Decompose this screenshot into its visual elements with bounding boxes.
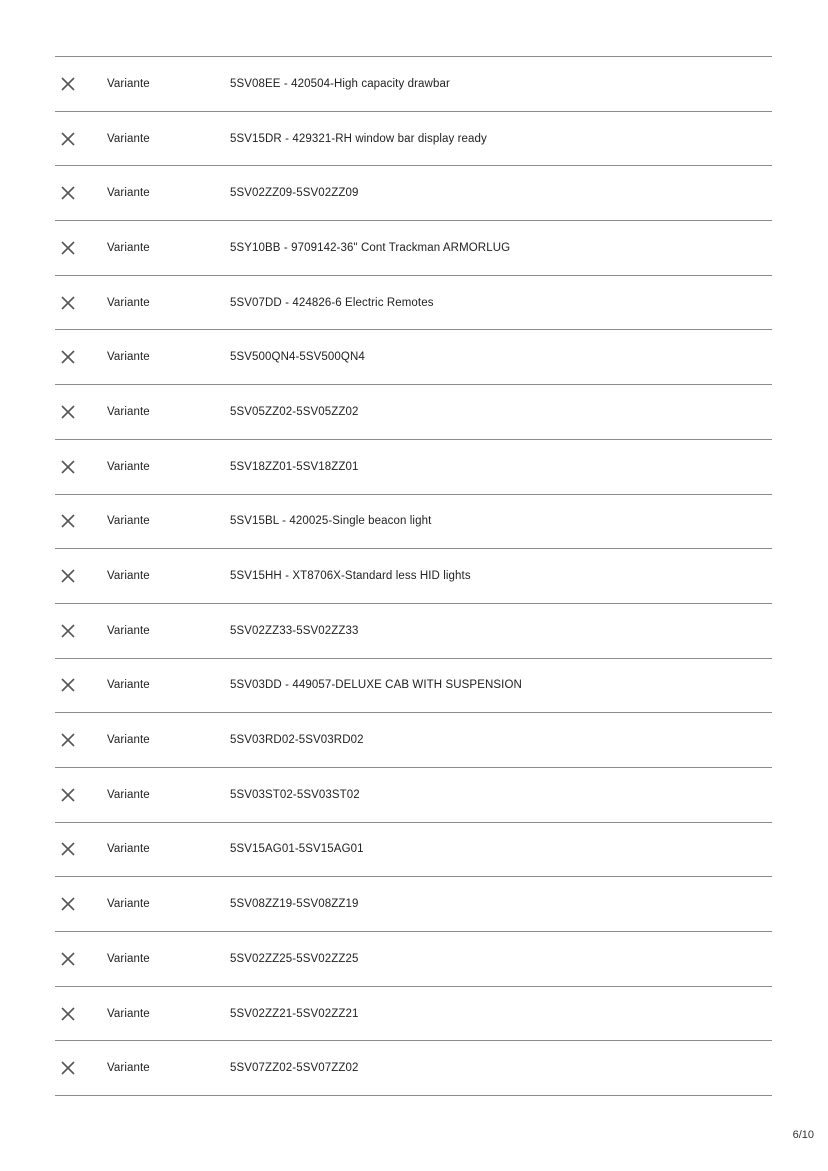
row-value: 5SV02ZZ25-5SV02ZZ25	[230, 952, 359, 965]
table-row	[55, 440, 772, 495]
table-row	[55, 112, 772, 167]
row-value: 5SV15DR - 429321-RH window bar display ready	[230, 132, 487, 145]
row-value: 5SV02ZZ21-5SV02ZZ21	[230, 1007, 359, 1020]
close-icon	[61, 624, 75, 638]
row-value: 5SV15AG01-5SV15AG01	[230, 843, 364, 856]
table-row	[55, 57, 772, 112]
table-row	[55, 713, 772, 768]
row-value: 5SV02ZZ09-5SV02ZZ09	[230, 187, 359, 200]
close-icon	[61, 132, 75, 146]
row-label: Variante	[107, 570, 150, 583]
row-label: Variante	[107, 788, 150, 801]
row-label: Variante	[107, 1007, 150, 1020]
row-label: Variante	[107, 952, 150, 965]
row-label: Variante	[107, 241, 150, 254]
row-label: Variante	[107, 843, 150, 856]
row-label: Variante	[107, 515, 150, 528]
table-row	[55, 604, 772, 659]
close-icon	[61, 514, 75, 528]
table-row	[55, 495, 772, 550]
row-value: 5SV18ZZ01-5SV18ZZ01	[230, 460, 359, 473]
row-value: 5SV15BL - 420025-Single beacon light	[230, 515, 432, 528]
table-row	[55, 385, 772, 440]
close-icon	[61, 350, 75, 364]
table-row	[55, 823, 772, 878]
table-row	[55, 330, 772, 385]
row-value: 5SV05ZZ02-5SV05ZZ02	[230, 405, 359, 418]
row-value: 5SV08EE - 420504-High capacity drawbar	[230, 77, 450, 90]
close-icon	[61, 1061, 75, 1075]
row-label: Variante	[107, 898, 150, 911]
close-icon	[61, 460, 75, 474]
close-icon	[61, 77, 75, 91]
row-label: Variante	[107, 351, 150, 364]
row-value: 5SV03ST02-5SV03ST02	[230, 788, 360, 801]
close-icon	[61, 897, 75, 911]
table-row	[55, 932, 772, 987]
close-icon	[61, 241, 75, 255]
table-row	[55, 768, 772, 823]
table-row	[55, 276, 772, 331]
row-label: Variante	[107, 460, 150, 473]
row-value: 5SV15HH - XT8706X-Standard less HID lights	[230, 570, 471, 583]
row-value: 5SV07DD - 424826-6 Electric Remotes	[230, 296, 434, 309]
table-row	[55, 1041, 772, 1096]
close-icon	[61, 678, 75, 692]
row-label: Variante	[107, 77, 150, 90]
row-value: 5SV07ZZ02-5SV07ZZ02	[230, 1062, 359, 1075]
row-label: Variante	[107, 624, 150, 637]
variant-table	[55, 56, 772, 1096]
page-number: 6/10	[792, 1129, 814, 1141]
row-label: Variante	[107, 296, 150, 309]
row-value: 5SV02ZZ33-5SV02ZZ33	[230, 624, 359, 637]
table-row	[55, 166, 772, 221]
table-row	[55, 221, 772, 276]
row-value: 5SV500QN4-5SV500QN4	[230, 351, 365, 364]
table-row	[55, 549, 772, 604]
close-icon	[61, 952, 75, 966]
table-row	[55, 877, 772, 932]
table-row	[55, 987, 772, 1042]
close-icon	[61, 842, 75, 856]
row-label: Variante	[107, 405, 150, 418]
table-row	[55, 659, 772, 714]
close-icon	[61, 569, 75, 583]
row-label: Variante	[107, 734, 150, 747]
row-value: 5SV03DD - 449057-DELUXE CAB WITH SUSPENSION	[230, 679, 522, 692]
row-label: Variante	[107, 1062, 150, 1075]
close-icon	[61, 405, 75, 419]
close-icon	[61, 186, 75, 200]
close-icon	[61, 788, 75, 802]
row-label: Variante	[107, 132, 150, 145]
row-label: Variante	[107, 187, 150, 200]
row-value: 5SY10BB - 9709142-36" Cont Trackman ARMORLUG	[230, 241, 511, 254]
row-value: 5SV03RD02-5SV03RD02	[230, 734, 364, 747]
close-icon	[61, 1007, 75, 1021]
row-label: Variante	[107, 679, 150, 692]
close-icon	[61, 296, 75, 310]
close-icon	[61, 733, 75, 747]
row-value: 5SV08ZZ19-5SV08ZZ19	[230, 898, 359, 911]
